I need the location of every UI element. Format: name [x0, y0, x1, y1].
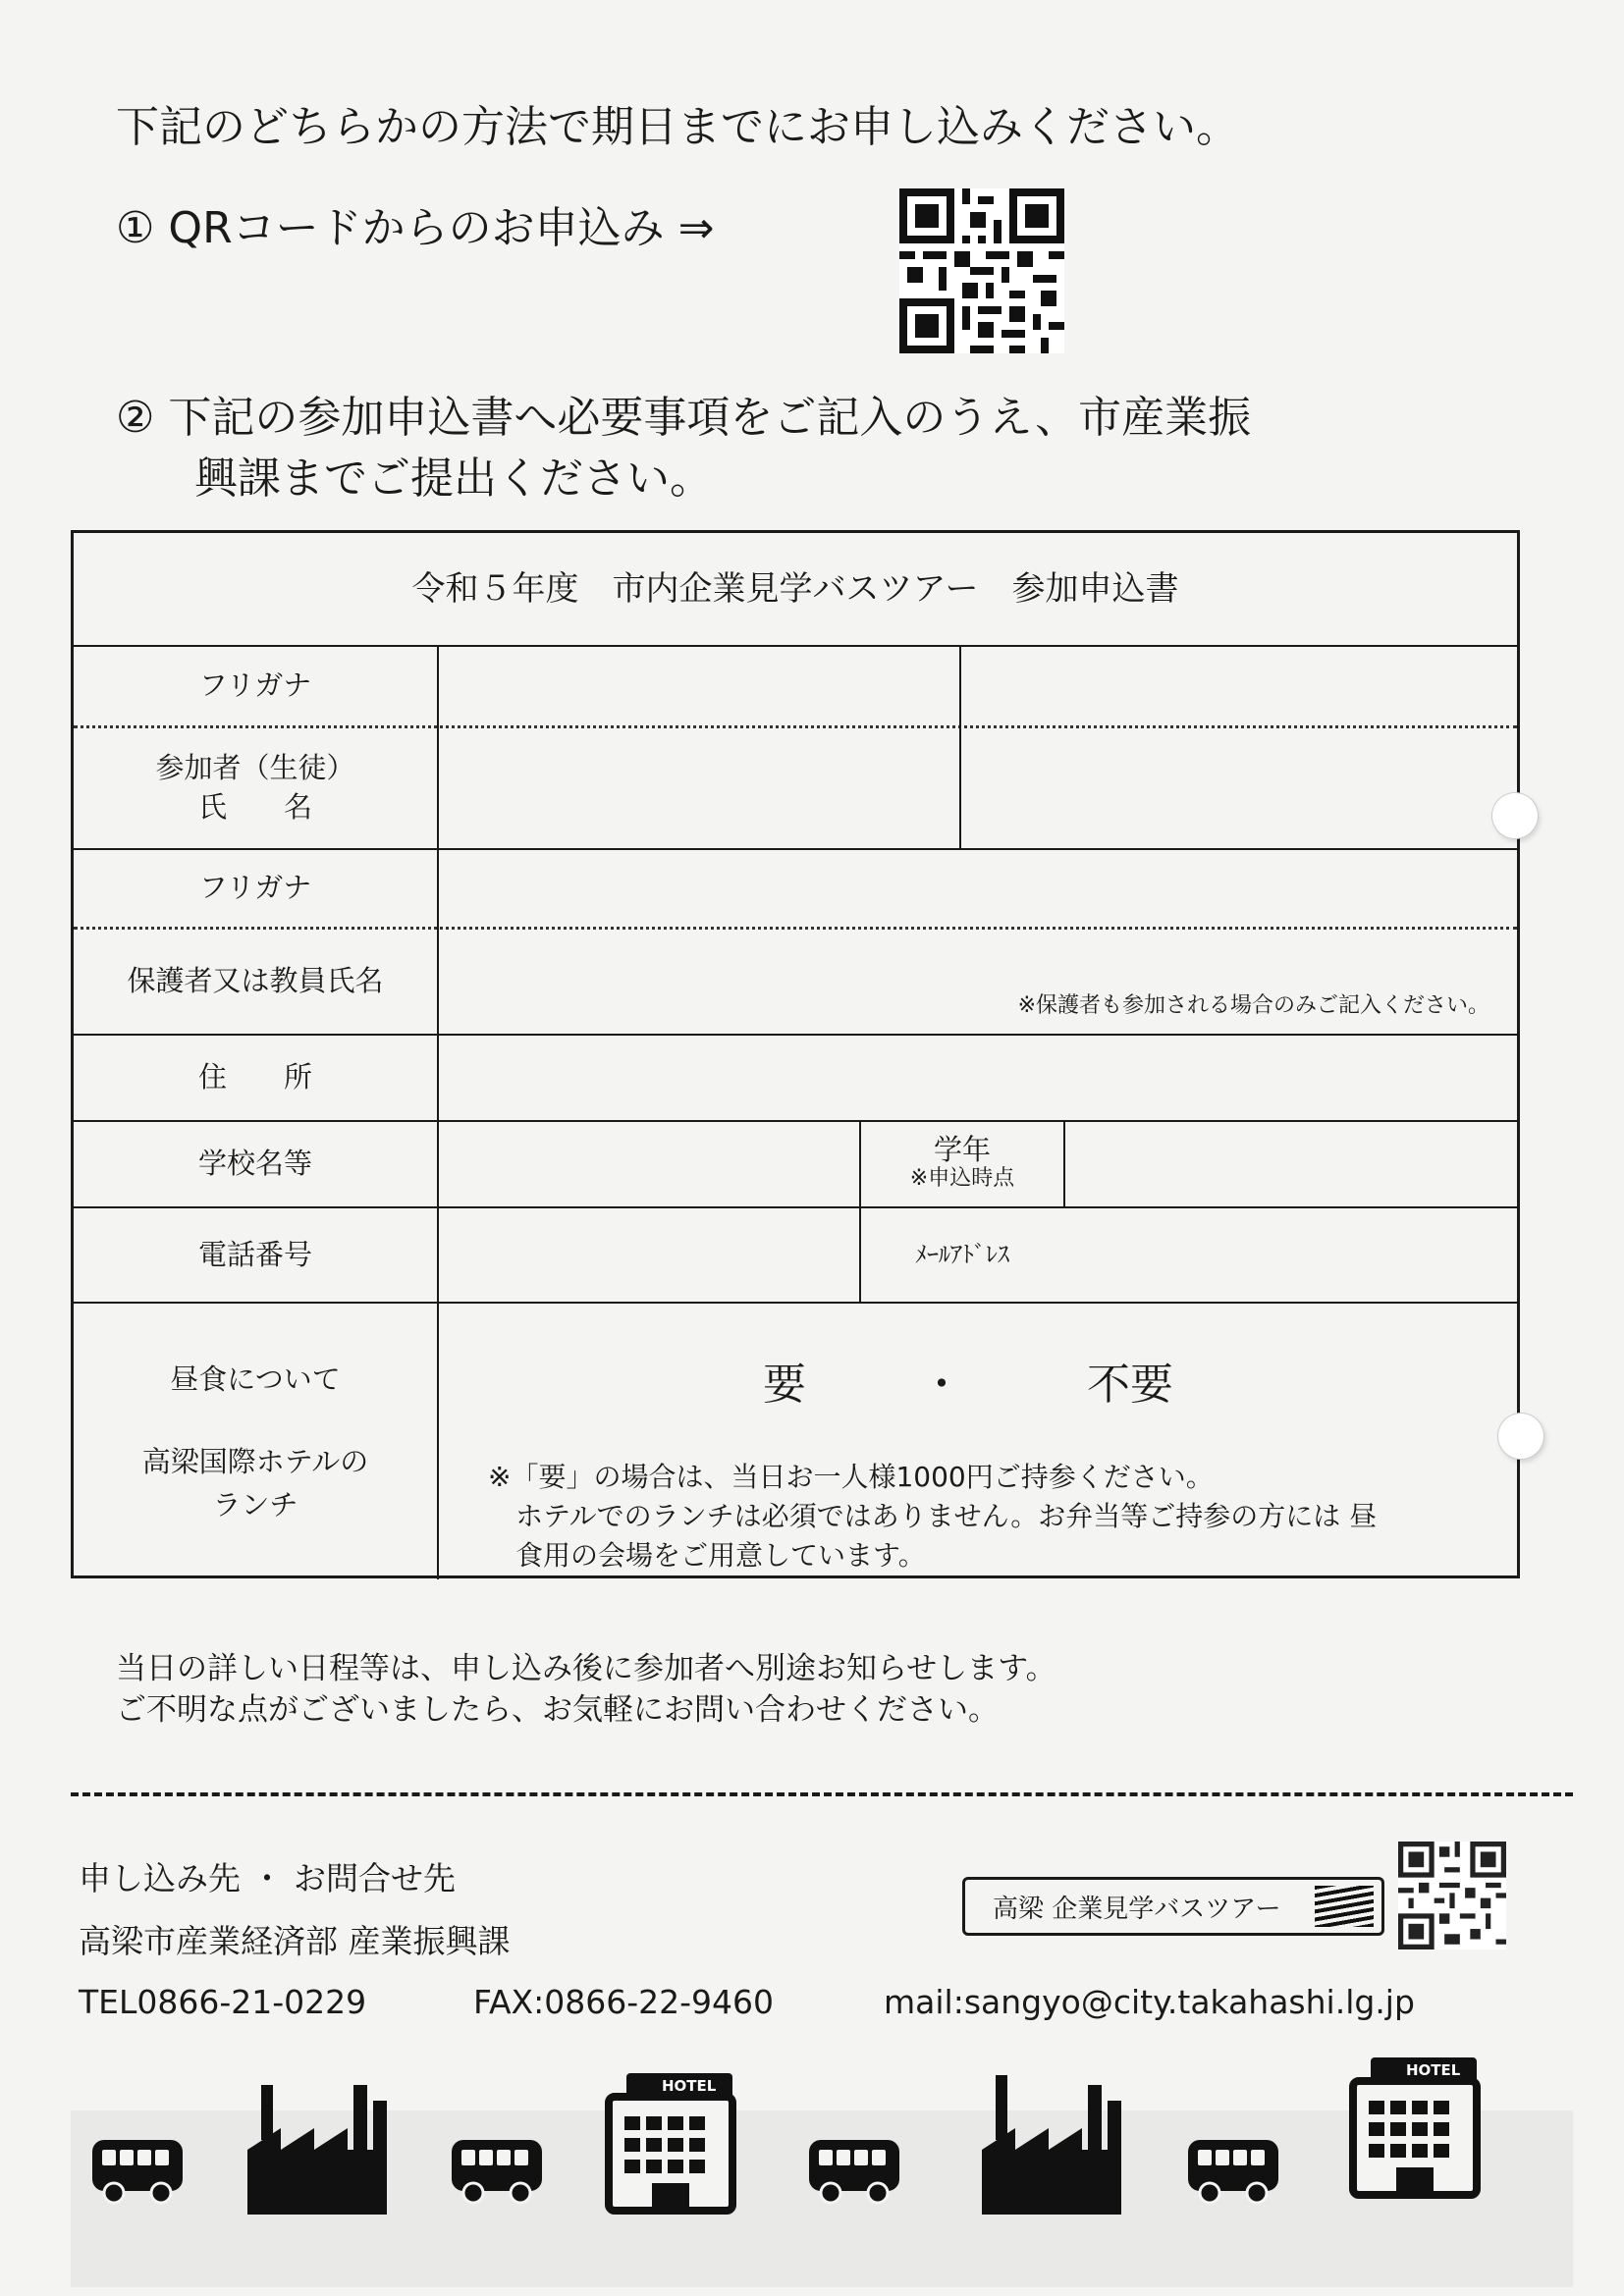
contact-mail[interactable]: mail:sangyo@city.takahashi.lg.jp	[884, 1983, 1415, 2021]
qr-code-icon	[899, 188, 1064, 353]
label-address: 住 所	[197, 1060, 312, 1094]
banner-brush-icon	[1315, 1886, 1374, 1927]
guardian-note: ※保護者も参加される場合のみご記入ください。	[1017, 993, 1489, 1018]
contact-fax[interactable]: FAX:0866-22-9460	[473, 1983, 775, 2021]
hotel-sign-text: HOTEL	[1406, 2061, 1461, 2079]
hotel-sign-text: HOTEL	[662, 2077, 717, 2095]
bus-icon	[807, 2136, 901, 2211]
option-qr-text: ① QRコードからのお申込み ⇒	[116, 203, 715, 253]
tour-banner-text: 高梁 企業見学バスツアー	[993, 1894, 1281, 1924]
lunch-option-yes[interactable]: 要	[763, 1360, 806, 1410]
email-input[interactable]	[1065, 1208, 1517, 1302]
cut-line	[71, 1792, 1573, 1796]
address-input[interactable]	[439, 1036, 1517, 1120]
lunch-note-1: ※「要」の場合は、当日お一人様1000円ご持参ください。	[488, 1461, 1214, 1493]
label-furigana-guardian: フリガナ	[198, 871, 312, 904]
schedule-note: 当日の詳しい日程等は、申し込み後に参加者へ別途お知らせします。	[116, 1651, 1056, 1686]
label-participant-name: 参加者（生徒） 氏 名	[155, 750, 355, 824]
guardian-furigana-input[interactable]	[439, 850, 1517, 927]
punch-hole	[1498, 1414, 1543, 1459]
hotel-icon	[1347, 2052, 1485, 2203]
label-school: 学校名等	[197, 1147, 312, 1180]
hotel-icon	[603, 2067, 740, 2218]
guardian-name-input[interactable]	[439, 929, 1517, 1032]
option-paper-text-line1: ② 下記の参加申込書へ必要事項をご記入のうえ、市産業振	[116, 393, 1252, 443]
participant-name-input[interactable]	[439, 727, 957, 846]
lunch-note-3: 食用の会場をご用意しています。	[515, 1539, 926, 1572]
qr-code-icon	[1398, 1842, 1506, 1949]
form-title: 令和５年度 市内企業見学バスツアー 参加申込書	[411, 569, 1179, 609]
contact-tel[interactable]: TEL0866-21-0229	[79, 1983, 367, 2021]
instruction-heading: 下記のどちらかの方法で期日までにお申し込みください。	[116, 102, 1239, 152]
bus-icon	[450, 2136, 544, 2211]
grade-input[interactable]	[1065, 1122, 1517, 1206]
label-phone: 電話番号	[197, 1237, 312, 1271]
contact-department: 高梁市産業経済部 産業振興課	[79, 1922, 511, 1960]
label-guardian-name: 保護者又は教員氏名	[127, 963, 384, 997]
lunch-option-no[interactable]: 不要	[1087, 1360, 1173, 1410]
phone-input[interactable]	[439, 1208, 859, 1302]
inquiry-note: ご不明な点がございましたら、お気軽にお問い合わせください。	[116, 1692, 999, 1728]
school-input[interactable]	[439, 1122, 859, 1206]
application-form	[71, 530, 1520, 1578]
participant-furigana-input[interactable]	[439, 647, 957, 725]
lunch-option-separator: ・	[920, 1360, 963, 1410]
bus-icon	[90, 2136, 185, 2211]
label-furigana-participant: フリガナ	[198, 668, 312, 702]
qr-code-contact[interactable]	[1398, 1842, 1506, 1949]
label-lunch: 昼食について 高梁国際ホテルの ランチ	[141, 1362, 369, 1522]
label-email: ﾒｰﾙｱﾄﾞﾚｽ	[915, 1240, 1009, 1268]
lunch-note-2: ホテルでのランチは必須ではありません。お弁当等ご持参の方には 昼	[515, 1500, 1378, 1532]
factory-icon	[244, 2081, 391, 2218]
label-grade: 学年 ※申込時点	[909, 1133, 1015, 1191]
punch-hole	[1492, 793, 1538, 838]
tour-banner	[962, 1877, 1384, 1936]
qr-code-apply[interactable]	[899, 188, 1064, 353]
factory-icon	[978, 2071, 1125, 2218]
bus-icon	[1186, 2136, 1280, 2211]
contact-heading: 申し込み先 ・ お問合せ先	[79, 1859, 456, 1897]
participant-extra-input[interactable]	[961, 647, 1517, 846]
option-paper-text-line2: 興課までご提出ください。	[194, 454, 713, 504]
